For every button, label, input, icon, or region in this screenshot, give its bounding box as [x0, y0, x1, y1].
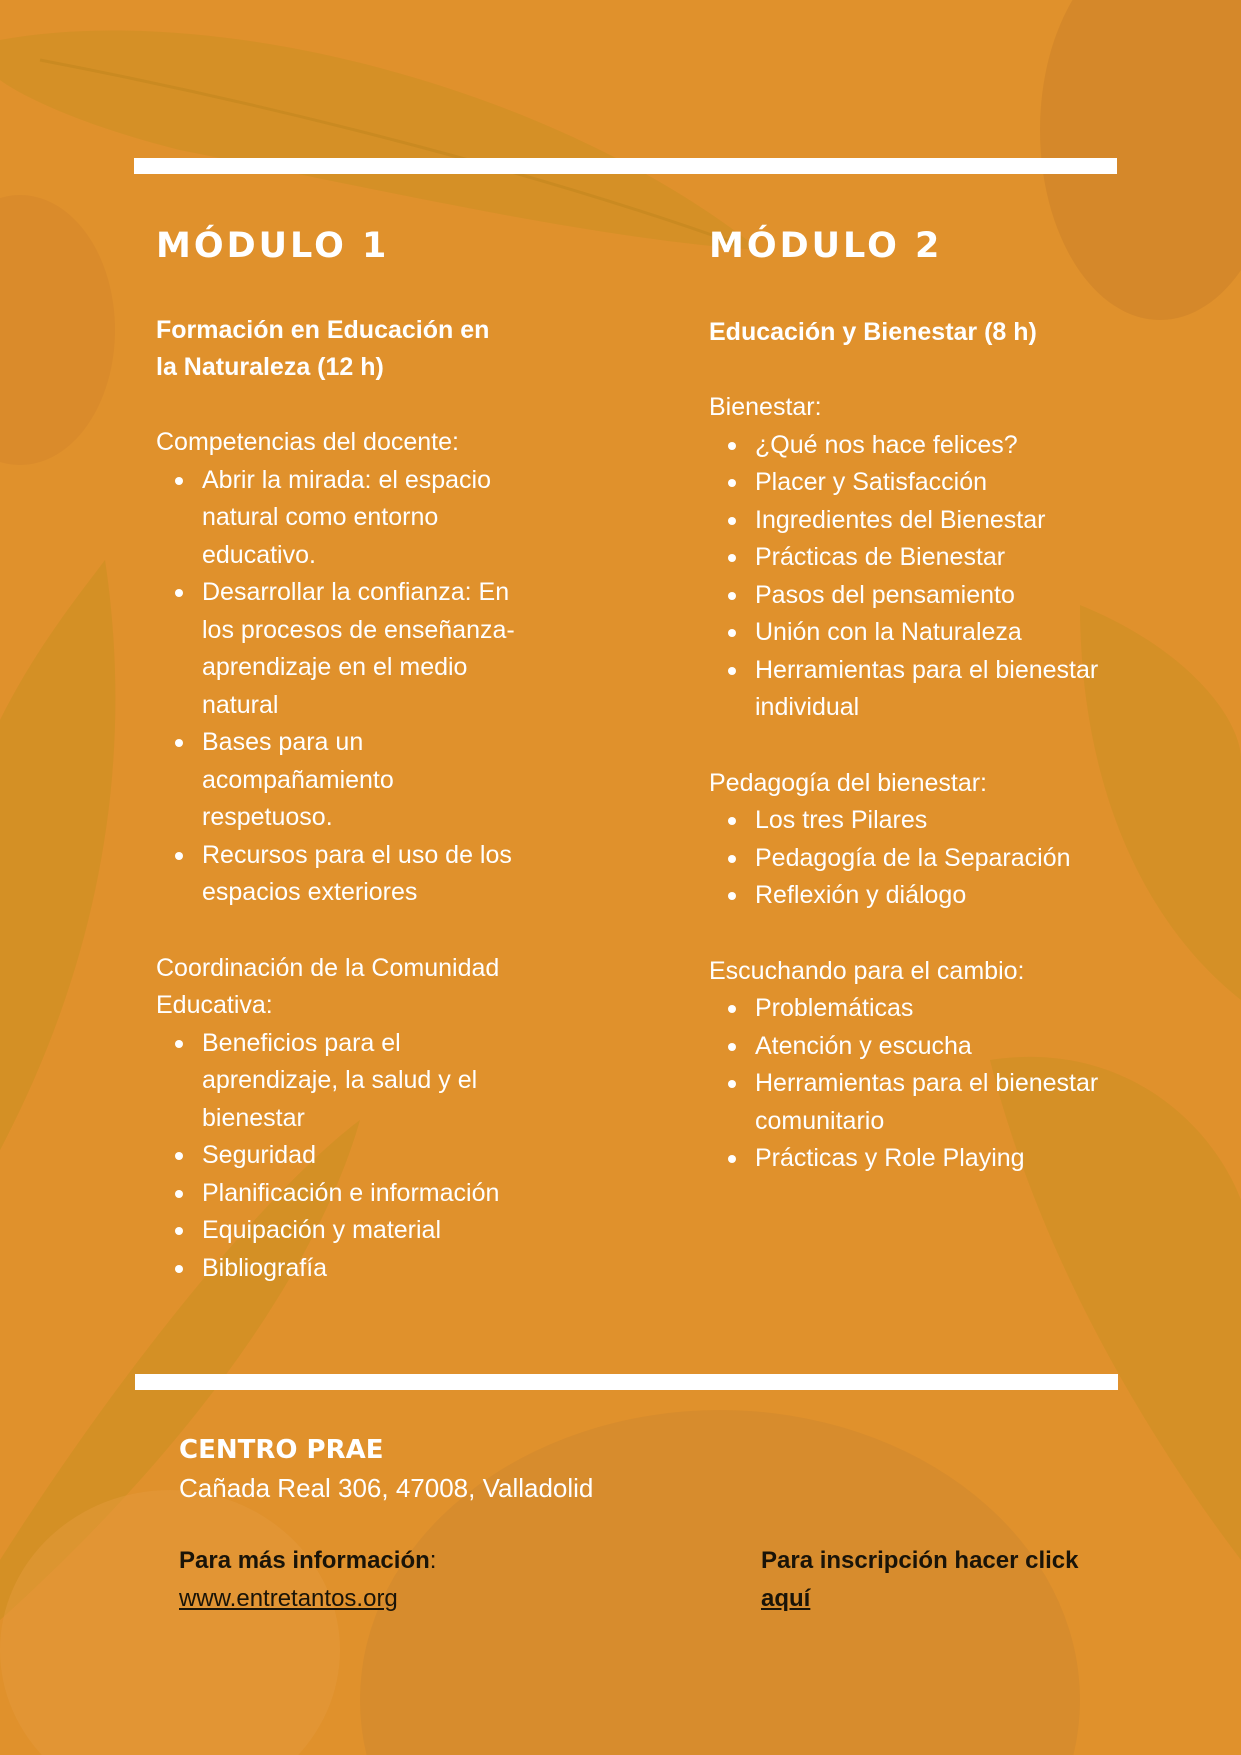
more-info-block	[179, 1542, 599, 1618]
signup-link[interactable]: aquí	[761, 1585, 811, 1612]
top-divider	[134, 158, 1117, 174]
bullet-list	[709, 802, 1109, 915]
more-info-colon: :	[429, 1547, 437, 1574]
section-label: Competencias del docente:	[156, 428, 459, 456]
list-item: Pedagogía de la Separación	[709, 840, 1109, 878]
bullet-list	[156, 1025, 526, 1288]
list-item: ¿Qué nos hace felices?	[709, 427, 1109, 465]
module-2-subtitle: Educación y Bienestar (8 h)	[709, 318, 1037, 346]
list-item: Prácticas de Bienestar	[709, 539, 1109, 577]
list-item: Herramientas para el bienestar comunitario	[709, 1065, 1109, 1140]
list-item: Desarrollar la confianza: En los procesos de enseñanza-aprendizaje en el medio natural	[156, 574, 526, 724]
list-item: Prácticas y Role Playing	[709, 1140, 1109, 1178]
list-item: Herramientas para el bienestar individual	[709, 652, 1109, 727]
list-item: Bibliografía	[156, 1250, 526, 1288]
bullet-list	[709, 990, 1109, 1178]
list-item: Problemáticas	[709, 990, 1109, 1028]
list-item: Recursos para el uso de los espacios exteriores	[156, 837, 526, 912]
more-info-label: Para más información	[179, 1547, 430, 1574]
bullet-list	[156, 462, 526, 912]
organization-address: Cañada Real 306, 47008, Valladolid	[179, 1473, 594, 1503]
list-item: Beneficios para el aprendizaje, la salud y el bienestar	[156, 1025, 526, 1138]
section-label: Bienestar:	[709, 393, 822, 421]
organization-name: CENTRO PRAE	[179, 1435, 384, 1465]
list-item: Bases para un acompañamiento respetuoso.	[156, 724, 526, 837]
list-item: Atención y escucha	[709, 1028, 1109, 1066]
module-1-subtitle	[156, 312, 526, 386]
bottom-divider	[135, 1374, 1118, 1390]
list-item: Reflexión y diálogo	[709, 877, 1109, 915]
list-item: Ingredientes del Bienestar	[709, 502, 1109, 540]
section-label: Coordinación de la Comunidad Educativa:	[156, 953, 500, 1019]
module-1-subtitle-line-2: la Naturaleza (12 h)	[156, 353, 384, 381]
module-1-title: MÓDULO 1	[156, 226, 390, 266]
list-item: Unión con la Naturaleza	[709, 614, 1109, 652]
section-label: Pedagogía del bienestar:	[709, 768, 987, 797]
list-item: Los tres Pilares	[709, 802, 1109, 840]
list-item: Seguridad	[156, 1137, 526, 1175]
module-1-subtitle-line-1: Formación en Educación en	[156, 316, 490, 344]
list-item: Equipación y material	[156, 1212, 526, 1250]
list-item: Abrir la mirada: el espacio natural como entorno educativo.	[156, 462, 526, 575]
module-2-title: MÓDULO 2	[709, 226, 943, 266]
module-2-column	[709, 220, 1109, 1178]
signup-text: Para inscripción hacer click	[761, 1547, 1079, 1574]
list-item: Pasos del pensamiento	[709, 577, 1109, 615]
module-1-column	[156, 220, 526, 1287]
list-item: Placer y Satisfacción	[709, 464, 1109, 502]
bullet-list	[709, 427, 1109, 727]
list-item: Planificación e información	[156, 1175, 526, 1213]
website-link[interactable]: www.entretantos.org	[179, 1585, 398, 1612]
signup-block	[761, 1542, 1101, 1618]
section-label: Escuchando para el cambio:	[709, 956, 1025, 985]
